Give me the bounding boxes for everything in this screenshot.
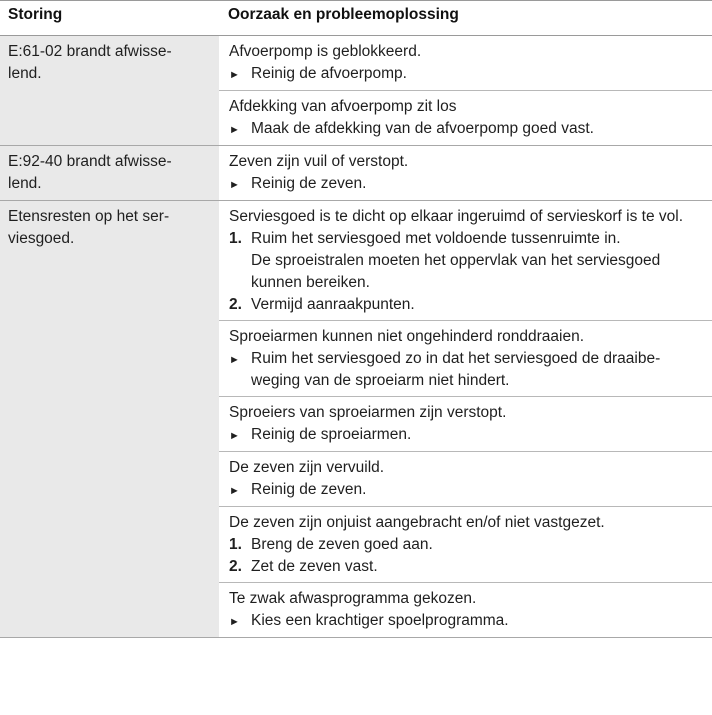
solution-line: Reinig de afvoerpomp. — [251, 65, 407, 82]
action-arrow-icon: ► — [229, 430, 240, 442]
fault-text: lend. — [8, 65, 42, 82]
solution-text — [251, 556, 702, 578]
cause-solution-cell — [219, 201, 712, 637]
fault-text: E:92-40 brandt afwisse- — [8, 153, 172, 170]
solution-text — [251, 348, 702, 392]
cause-block — [219, 36, 712, 90]
fault-cell — [0, 201, 219, 637]
solution-text — [251, 610, 702, 633]
solution-line: Maak de afdekking van de afvoerpomp goed vast. — [251, 120, 594, 137]
cause-text: De zeven zijn onjuist aangebracht en/of niet vastgezet. — [229, 514, 605, 531]
solution-step — [229, 348, 702, 392]
solution-line: Reinig de sproeiarmen. — [251, 426, 412, 443]
solution-text — [251, 424, 702, 447]
solution-step — [229, 534, 702, 556]
solution-line: Ruim het serviesgoed met voldoende tussenruimte in. — [251, 230, 621, 247]
fault-text: viesgoed. — [8, 230, 75, 247]
fault-cell — [0, 36, 219, 145]
table-row — [0, 201, 712, 638]
cause-block — [219, 506, 712, 582]
table-row — [0, 146, 712, 201]
header-storing: Storing — [8, 6, 63, 23]
solution-line: Kies een krachtiger spoelprogramma. — [251, 612, 509, 629]
solution-line: Zet de zeven vast. — [251, 558, 378, 575]
cause-block — [219, 582, 712, 637]
fault-cell — [0, 146, 219, 200]
action-arrow-icon: ► — [229, 616, 240, 628]
cause-block — [219, 396, 712, 451]
header-cause-solution: Oorzaak en probleemoplossing — [228, 6, 459, 23]
table-row — [0, 36, 712, 146]
cause-text: Sproeiers van sproeiarmen zijn verstopt. — [229, 404, 507, 421]
cause-block — [219, 146, 712, 200]
step-number: 2. — [229, 296, 242, 313]
solution-step — [229, 424, 702, 447]
solution-text — [251, 173, 702, 196]
solution-text — [251, 63, 702, 86]
solution-text — [251, 479, 702, 502]
step-number: 2. — [229, 558, 242, 575]
solution-step — [229, 479, 702, 502]
solution-line: weging van de sproeiarm niet hindert. — [251, 372, 510, 389]
table-header — [0, 0, 712, 36]
solution-step — [229, 173, 702, 196]
solution-step — [229, 556, 702, 578]
table-body — [0, 36, 712, 638]
solution-text — [251, 294, 702, 316]
cause-text: Serviesgoed is te dicht op elkaar ingeruimd of servieskorf is te vol. — [229, 208, 684, 225]
cause-text: De zeven zijn vervuild. — [229, 459, 385, 476]
solution-step — [229, 294, 702, 316]
cause-block — [219, 90, 712, 145]
cause-text: Afvoerpomp is geblokkeerd. — [229, 43, 422, 60]
action-arrow-icon: ► — [229, 69, 240, 81]
solution-line: Breng de zeven goed aan. — [251, 536, 433, 553]
cause-text: Sproeiarmen kunnen niet ongehinderd ronddraaien. — [229, 328, 585, 345]
cause-solution-cell — [219, 36, 712, 145]
fault-text: lend. — [8, 175, 42, 192]
solution-line: De sproeistralen moeten het oppervlak van het serviesgoed kunnen bereiken. — [251, 252, 661, 291]
action-arrow-icon: ► — [229, 354, 240, 366]
solution-line: Reinig de zeven. — [251, 481, 367, 498]
cause-text: Te zwak afwasprogramma gekozen. — [229, 590, 477, 607]
cause-solution-cell — [219, 146, 712, 200]
cause-block — [219, 320, 712, 396]
fault-text: E:61-02 brandt afwisse- — [8, 43, 172, 60]
solution-text — [251, 534, 702, 556]
action-arrow-icon: ► — [229, 179, 240, 191]
step-number: 1. — [229, 536, 242, 553]
cause-text: Afdekking van afvoerpomp zit los — [229, 98, 457, 115]
step-number: 1. — [229, 230, 242, 247]
action-arrow-icon: ► — [229, 485, 240, 497]
solution-line: Ruim het serviesgoed zo in dat het serviesgoed de draaibe- — [251, 350, 661, 367]
solution-line: Reinig de zeven. — [251, 175, 367, 192]
action-arrow-icon: ► — [229, 124, 240, 136]
solution-step — [229, 610, 702, 633]
cause-text: Zeven zijn vuil of verstopt. — [229, 153, 409, 170]
cause-block — [219, 201, 712, 320]
solution-step — [229, 228, 702, 294]
solution-step — [229, 118, 702, 141]
solution-line: Vermijd aanraakpunten. — [251, 296, 415, 313]
cause-block — [219, 451, 712, 506]
fault-text: Etensresten op het ser- — [8, 208, 170, 225]
solution-text — [251, 118, 702, 141]
solution-text — [251, 228, 702, 294]
solution-step — [229, 63, 702, 86]
